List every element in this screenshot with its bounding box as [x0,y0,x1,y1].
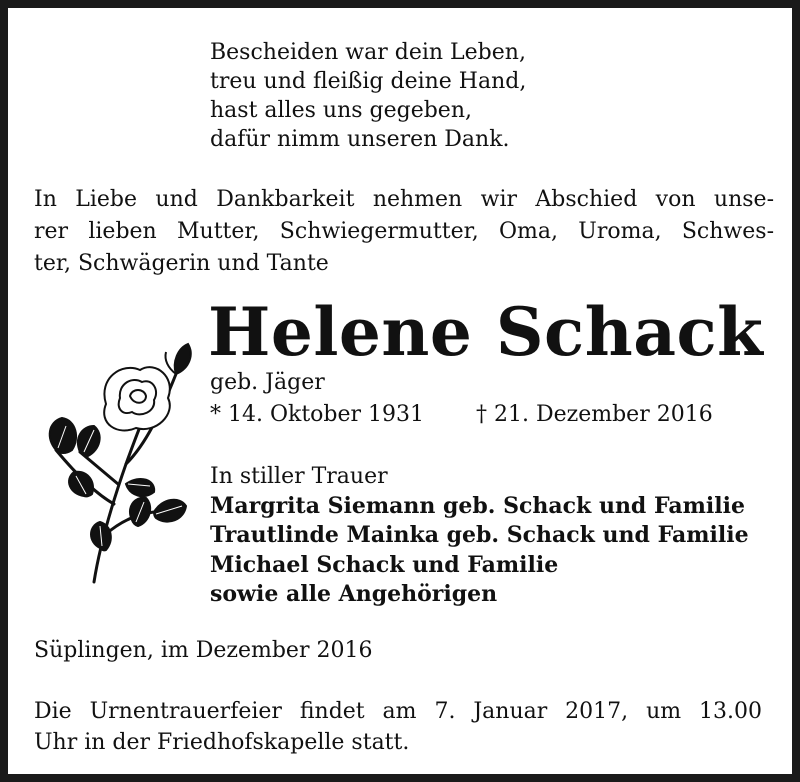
mourner-line: Margrita Siemann geb. Schack und Familie [210,492,745,519]
poem-line: dafür nimm unseren Dank. [210,127,510,152]
intro-line: ter, Schwägerin und Tante [34,251,329,276]
intro-line: In Liebe und Dankbarkeit nehmen wir Abschied von unse- [34,187,774,212]
poem-line: treu und fleißig deine Hand, [210,69,527,94]
maiden-name: geb. Jäger [210,370,325,395]
mourner-line: Trautlinde Mainka geb. Schack und Familie [210,522,749,548]
deceased-name: Helene Schack [208,293,764,371]
poem-line: hast alles uns gegeben, [210,98,472,123]
mourner-line: sowie alle Angehörigen [210,581,498,607]
funeral-notice [34,696,762,758]
mourner-line: Michael Schack und Familie [210,551,559,578]
funeral-line: Die Urnentrauerfeier findet am 7. Januar 2017, um 13.00 [34,699,762,724]
place-date: Süplingen, im Dezember 2016 [34,638,373,663]
rose-icon [36,334,202,584]
birth-date: * 14. Oktober 1931 [210,402,425,427]
farewell-intro [34,184,774,280]
intro-line: rer lieben Mutter, Schwiegermutter, Oma, Uroma, Schwes- [34,219,774,244]
mourners-heading: In stiller Trauer [210,464,388,489]
funeral-line: Uhr in der Friedhofskapelle statt. [34,730,410,755]
poem [210,38,526,154]
poem-line: Bescheiden war dein Leben, [210,40,526,65]
death-date: † 21. Dezember 2016 [476,402,713,427]
mourners-block [210,462,749,610]
